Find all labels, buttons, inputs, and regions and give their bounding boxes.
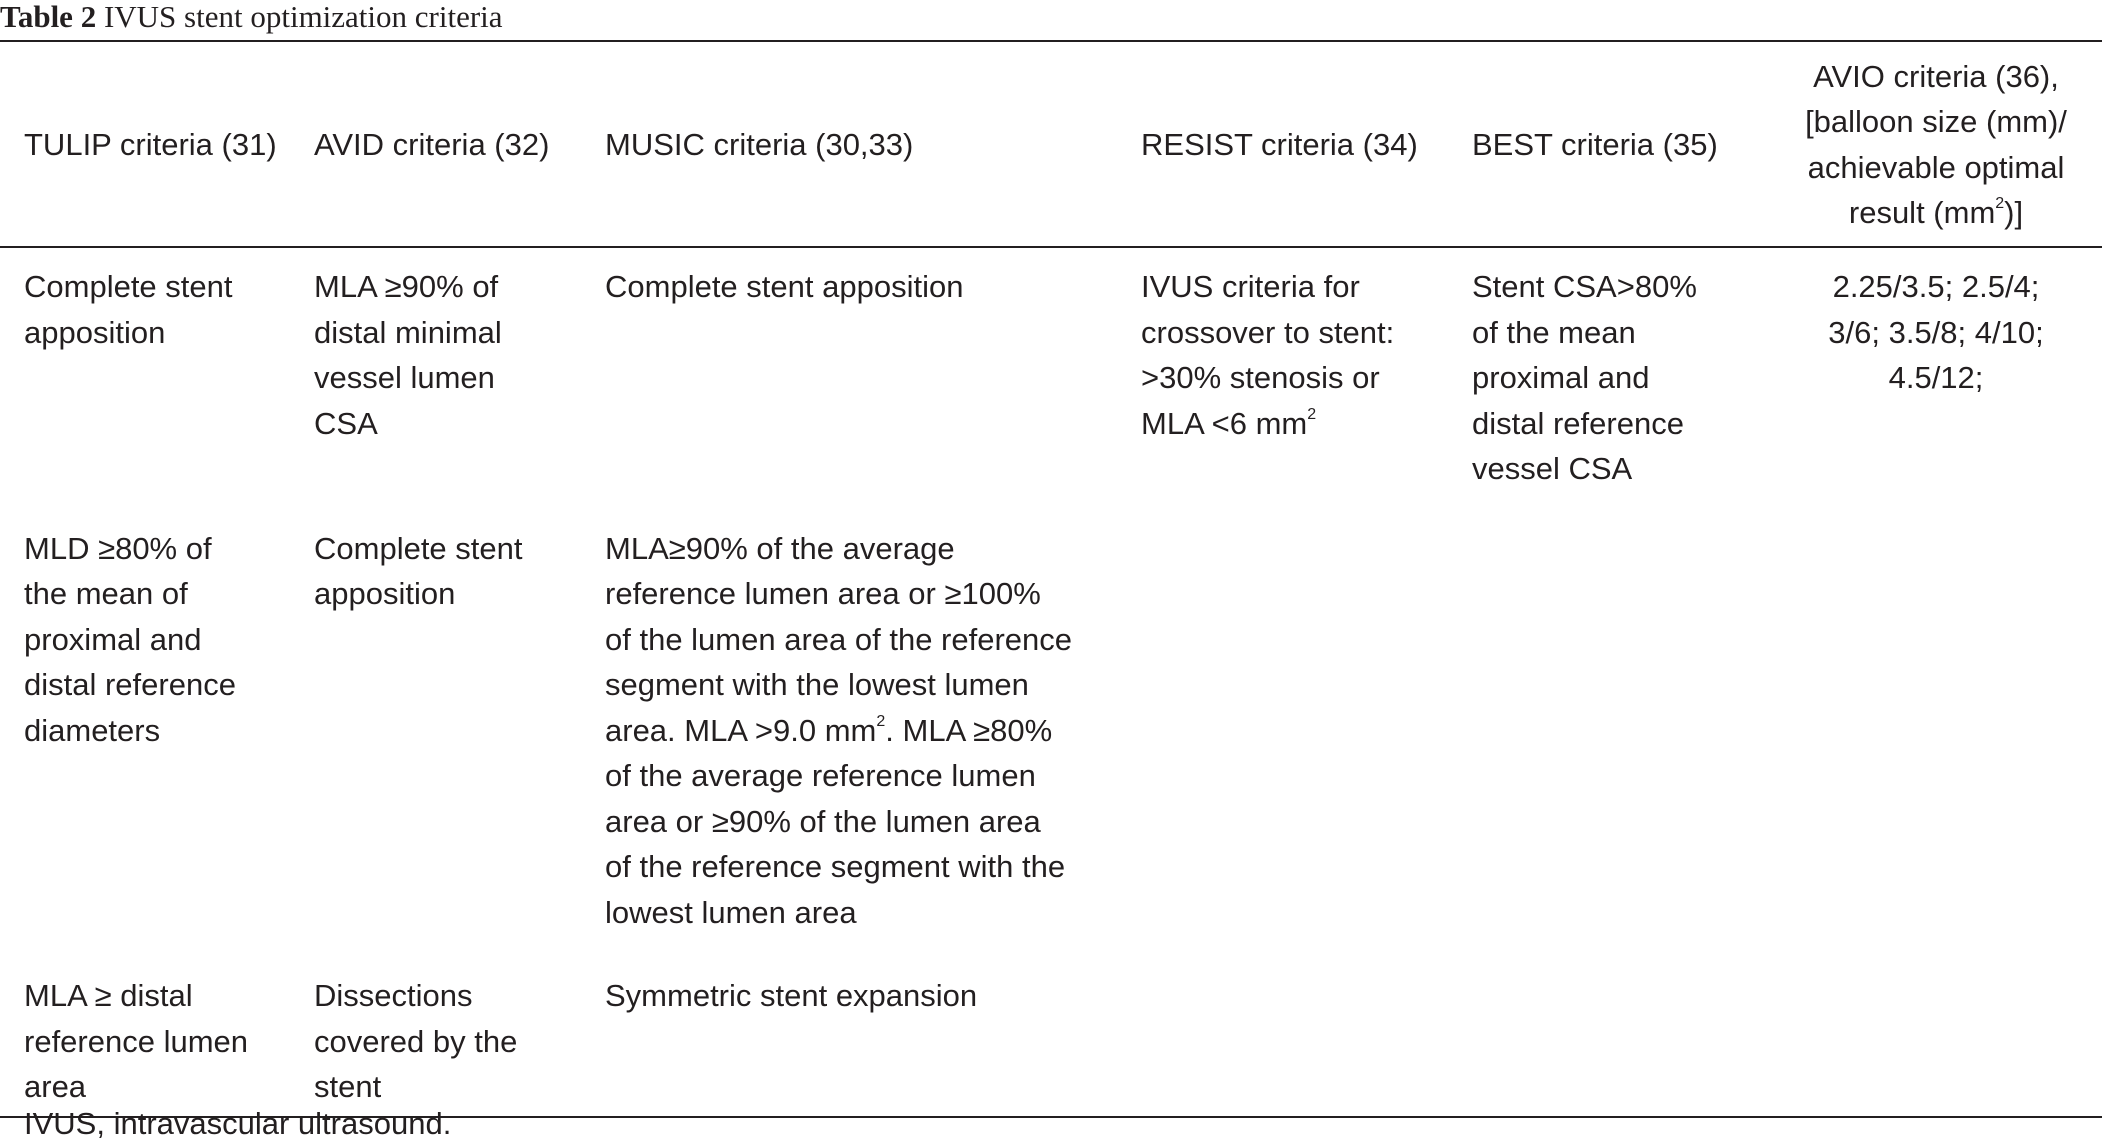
header-best: BEST criteria (35) xyxy=(1472,126,1718,162)
header-resist: RESIST criteria (34) xyxy=(1141,126,1418,162)
table-cell xyxy=(290,957,581,1117)
header-avio-line-4-end: )] xyxy=(2004,195,2024,230)
header-music: MUSIC criteria (30,33) xyxy=(605,126,914,162)
cell-line: Stent CSA>80% xyxy=(1472,269,1697,304)
cell-line: vessel CSA xyxy=(1472,451,1633,486)
cell-line: area. MLA >9.0 mm xyxy=(605,712,877,748)
cell-line: MLA ≥ distal xyxy=(24,978,193,1013)
header-avio-line-1: AVIO criteria (36), xyxy=(1813,58,2059,94)
cell-line: segment with the lowest lumen xyxy=(605,667,1029,702)
table-cell xyxy=(1117,512,1448,958)
cell-line: IVUS criteria for xyxy=(1141,269,1360,304)
cell-line: of the average reference lumen xyxy=(605,758,1036,793)
table-cell xyxy=(290,247,581,512)
cell-line: MLD ≥80% of xyxy=(24,530,212,566)
table-cell xyxy=(1117,247,1448,512)
cell-line: diameters xyxy=(24,712,161,748)
cell-line: 2.25/3.5; 2.5/4; xyxy=(1832,269,2040,304)
cell-line: >30% stenosis or xyxy=(1141,360,1380,395)
cell-line: the mean of xyxy=(24,576,188,611)
cell-line: Complete stent xyxy=(314,530,523,566)
table-cell xyxy=(581,247,1117,512)
cell-line: distal reference xyxy=(1472,405,1684,441)
header-avio-line-3: achievable optimal xyxy=(1807,149,2065,185)
table-cell xyxy=(0,512,290,958)
table-row xyxy=(0,247,2102,512)
cell-line: proximal and xyxy=(24,621,202,657)
table-footnote: IVUS, intravascular ultrasound. xyxy=(24,1106,452,1141)
cell-line: . MLA ≥80% xyxy=(885,712,1053,748)
cell-line: stent xyxy=(314,1069,382,1104)
header-avio xyxy=(1770,43,2102,247)
header-row xyxy=(0,43,2102,247)
table-label: Table 2 xyxy=(0,0,97,34)
cell-line: MLA≥90% of the average xyxy=(605,530,955,566)
cell-line: 3/6; 3.5/8; 4/10; xyxy=(1828,314,2044,350)
top-rule xyxy=(0,40,2102,42)
cell-line: of the mean xyxy=(1472,314,1636,350)
cell-line: proximal and xyxy=(1472,360,1650,395)
table-cell xyxy=(0,957,290,1117)
cell-line: apposition xyxy=(314,576,456,611)
table-cell xyxy=(0,247,290,512)
cell-line: vessel lumen xyxy=(314,360,495,395)
cell-line: Dissections xyxy=(314,978,473,1013)
cell-line: distal minimal xyxy=(314,314,502,350)
table-cell xyxy=(1448,247,1770,512)
superscript-2: 2 xyxy=(876,712,886,730)
cell-line: lowest lumen area xyxy=(605,894,857,930)
header-tulip: TULIP criteria (31) xyxy=(24,126,277,162)
header-avio-line-2: [balloon size (mm)/ xyxy=(1805,104,2067,139)
table-cell xyxy=(1770,512,2102,958)
table-cell xyxy=(1117,957,1448,1117)
table-row xyxy=(0,512,2102,958)
table-cell xyxy=(1448,512,1770,958)
table-cell xyxy=(1770,957,2102,1117)
cell-line: covered by the xyxy=(314,1023,518,1059)
cell-line: area xyxy=(24,1069,87,1104)
table-title: IVUS stent optimization criteria xyxy=(103,0,503,34)
cell-line: of the lumen area of the reference xyxy=(605,621,1073,657)
table-caption xyxy=(0,0,503,36)
cell-line: reference lumen area or ≥100% xyxy=(605,576,1041,611)
table-cell xyxy=(290,512,581,958)
cell-line: Complete stent apposition xyxy=(605,269,964,304)
cell-line: MLA ≥90% of xyxy=(314,269,499,304)
cell-line: MLA <6 mm xyxy=(1141,405,1308,441)
cell-line: reference lumen xyxy=(24,1023,249,1059)
header-avid: AVID criteria (32) xyxy=(314,126,550,162)
table-cell xyxy=(581,512,1117,958)
cell-line: Complete stent xyxy=(24,269,233,304)
table-cell xyxy=(1448,957,1770,1117)
table-cell xyxy=(581,957,1117,1117)
cell-line: Symmetric stent expansion xyxy=(605,978,978,1013)
table-cell xyxy=(1770,247,2102,512)
superscript-2: 2 xyxy=(1995,195,2005,212)
criteria-table xyxy=(0,43,2102,1118)
table-row xyxy=(0,957,2102,1117)
header-avio-line-4: result (mm xyxy=(1848,195,1996,230)
cell-line: 4.5/12; xyxy=(1888,360,1984,395)
cell-line: distal reference xyxy=(24,667,236,702)
cell-line: CSA xyxy=(314,405,378,441)
cell-line: apposition xyxy=(24,314,166,350)
cell-line: of the reference segment with the xyxy=(605,849,1066,884)
cell-line: area or ≥90% of the lumen area xyxy=(605,803,1041,839)
superscript-2: 2 xyxy=(1307,405,1317,423)
cell-line: crossover to stent: xyxy=(1141,314,1395,350)
